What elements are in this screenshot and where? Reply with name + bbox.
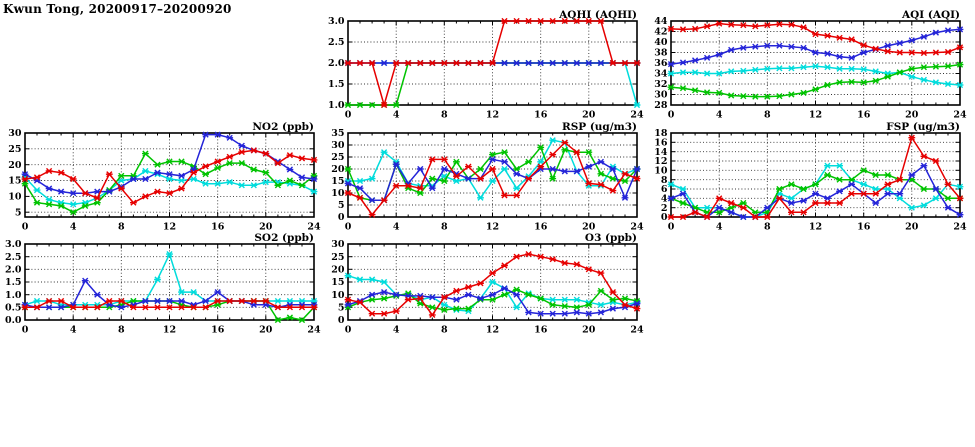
o3-xtick-label: 12 xyxy=(485,324,500,336)
aqhi-plot xyxy=(322,8,653,122)
o3-ytick-label: 10 xyxy=(331,289,345,301)
no2-xtick-label: 16 xyxy=(211,221,225,233)
so2-xtick-label: 8 xyxy=(117,324,125,336)
o3-chart-title: O3 (ppb) xyxy=(584,232,637,244)
so2-ytick-label: 0.0 xyxy=(4,315,22,327)
aqi-xtick-label: 16 xyxy=(857,109,871,121)
rsp-ytick-label: 15 xyxy=(331,176,345,188)
aqhi-xtick-label: 12 xyxy=(485,109,500,121)
aqi-plot xyxy=(645,8,975,122)
o3-xtick-label: 24 xyxy=(630,324,644,336)
o3-ytick-label: 15 xyxy=(331,277,345,289)
o3-ytick-label: 25 xyxy=(331,251,345,263)
rsp-ytick-label: 0 xyxy=(337,212,345,224)
aqhi-ytick-label: 1.5 xyxy=(327,79,345,91)
rsp-xtick-label: 8 xyxy=(440,221,448,233)
aqi-ytick-label: 44 xyxy=(654,16,668,28)
so2-ytick-label: 2.0 xyxy=(4,264,22,276)
rsp-xtick-label: 4 xyxy=(392,221,400,233)
o3-xtick-label: 20 xyxy=(582,324,596,336)
rsp-xtick-label: 20 xyxy=(582,221,596,233)
rsp-xtick-label: 0 xyxy=(344,221,352,233)
no2-xtick-label: 8 xyxy=(117,221,125,233)
aqi-ytick-label: 32 xyxy=(654,79,668,91)
o3-plot xyxy=(322,231,653,337)
aqi-xtick-label: 20 xyxy=(905,109,919,121)
so2-xtick-label: 24 xyxy=(307,324,321,336)
so2-ytick-label: 1.5 xyxy=(4,277,22,289)
fsp-ytick-label: 10 xyxy=(654,165,668,177)
no2-chart-title: NO2 (ppb) xyxy=(252,121,314,133)
o3-xtick-label: 4 xyxy=(392,324,400,336)
aqi-ytick-label: 40 xyxy=(654,37,668,49)
o3-xtick-label: 8 xyxy=(440,324,448,336)
aqhi-chart-title: AQHI (AQHI) xyxy=(559,9,637,21)
fsp-chart-title: FSP (ug/m3) xyxy=(886,121,960,133)
no2-series-red xyxy=(25,150,314,202)
o3-xtick-label: 16 xyxy=(534,324,548,336)
aqhi-ytick-label: 1.0 xyxy=(327,100,345,112)
so2-chart-title: SO2 (ppb) xyxy=(254,232,314,244)
fsp-ytick-label: 18 xyxy=(654,128,668,140)
no2-xtick-label: 12 xyxy=(162,221,177,233)
rsp-plot xyxy=(322,120,653,234)
aqhi-xtick-label: 8 xyxy=(440,109,448,121)
aqi-chart xyxy=(645,8,975,122)
so2-ytick-label: 3.0 xyxy=(4,239,22,251)
fsp-xtick-label: 4 xyxy=(715,221,723,233)
aqhi-xtick-label: 20 xyxy=(582,109,596,121)
no2-xtick-label: 24 xyxy=(307,221,321,233)
rsp-xtick-label: 16 xyxy=(534,221,548,233)
rsp-chart xyxy=(322,120,653,234)
no2-xtick-label: 0 xyxy=(21,221,29,233)
aqhi-ytick-label: 3.0 xyxy=(327,16,345,28)
aqhi-ytick-label: 2.5 xyxy=(327,37,345,49)
aqi-xtick-label: 4 xyxy=(715,109,723,121)
aqi-chart-title: AQI (AQI) xyxy=(901,9,960,21)
no2-ytick-label: 25 xyxy=(8,144,22,155)
o3-ytick-label: 20 xyxy=(331,264,345,276)
so2-ytick-label: 2.5 xyxy=(4,251,22,263)
o3-ytick-label: 0 xyxy=(337,315,345,327)
no2-ytick-label: 10 xyxy=(8,191,22,203)
no2-plot xyxy=(0,120,330,234)
fsp-xtick-label: 16 xyxy=(857,221,871,233)
rsp-xtick-label: 12 xyxy=(485,221,500,233)
rsp-ytick-label: 25 xyxy=(331,152,345,164)
aqhi-xtick-label: 0 xyxy=(344,109,352,121)
so2-xtick-label: 16 xyxy=(211,324,225,336)
fsp-plot xyxy=(645,120,975,234)
rsp-ytick-label: 30 xyxy=(331,140,345,152)
aqi-xtick-label: 12 xyxy=(808,109,823,121)
aqi-xtick-label: 8 xyxy=(763,109,771,121)
aqhi-xtick-label: 16 xyxy=(534,109,548,121)
so2-xtick-label: 12 xyxy=(162,324,177,336)
rsp-ytick-label: 10 xyxy=(331,188,345,200)
so2-xtick-label: 0 xyxy=(21,324,29,336)
aqi-xtick-label: 0 xyxy=(667,109,675,121)
rsp-chart-title: RSP (ug/m3) xyxy=(561,121,637,133)
aqi-ytick-label: 42 xyxy=(654,26,668,38)
aqi-xtick-label: 24 xyxy=(953,109,967,121)
fsp-ytick-label: 6 xyxy=(660,184,668,196)
o3-ytick-label: 30 xyxy=(331,239,345,251)
aqhi-chart xyxy=(322,8,653,122)
fsp-xtick-label: 0 xyxy=(667,221,675,233)
fsp-chart xyxy=(645,120,975,234)
o3-xtick-label: 0 xyxy=(344,324,352,336)
fsp-xtick-label: 24 xyxy=(953,221,967,233)
so2-xtick-label: 20 xyxy=(259,324,273,336)
fsp-ytick-label: 2 xyxy=(660,202,668,214)
aqi-ytick-label: 28 xyxy=(654,100,668,112)
fsp-ytick-label: 8 xyxy=(660,174,668,186)
o3-chart xyxy=(322,231,653,337)
fsp-xtick-label: 8 xyxy=(763,221,771,233)
fsp-ytick-label: 0 xyxy=(660,212,668,224)
o3-ytick-label: 5 xyxy=(337,302,345,314)
no2-ytick-label: 15 xyxy=(8,175,22,187)
fsp-xtick-label: 20 xyxy=(905,221,919,233)
so2-xtick-label: 4 xyxy=(69,324,77,336)
no2-ytick-label: 30 xyxy=(8,128,22,140)
no2-markers-blue xyxy=(22,132,318,196)
no2-xtick-label: 4 xyxy=(69,221,77,233)
no2-ytick-label: 5 xyxy=(14,207,22,219)
fsp-ytick-label: 16 xyxy=(654,137,668,149)
no2-markers-green xyxy=(22,151,318,215)
aqhi-xtick-label: 4 xyxy=(392,109,400,121)
so2-chart xyxy=(0,231,330,337)
aqi-ytick-label: 38 xyxy=(654,47,668,59)
rsp-ytick-label: 20 xyxy=(331,164,345,176)
aqhi-xtick-label: 24 xyxy=(630,109,644,121)
aqhi-ytick-label: 2.0 xyxy=(327,58,345,70)
rsp-ytick-label: 35 xyxy=(331,128,345,140)
so2-ytick-label: 1.0 xyxy=(4,289,22,301)
aqi-ytick-label: 30 xyxy=(654,89,668,101)
no2-chart xyxy=(0,120,330,234)
fsp-ytick-label: 4 xyxy=(660,193,668,205)
fsp-ytick-label: 14 xyxy=(654,146,668,158)
fsp-ytick-label: 12 xyxy=(654,156,668,168)
rsp-xtick-label: 24 xyxy=(630,221,644,233)
no2-xtick-label: 20 xyxy=(259,221,273,233)
so2-ytick-label: 0.5 xyxy=(4,302,22,314)
fsp-xtick-label: 12 xyxy=(808,221,823,233)
page-title: Kwun Tong, 20200917–20200920 xyxy=(3,2,232,16)
aqi-ytick-label: 36 xyxy=(654,58,668,70)
aqi-ytick-label: 34 xyxy=(654,68,668,80)
so2-plot xyxy=(0,231,330,337)
rsp-ytick-label: 5 xyxy=(337,200,345,212)
no2-ytick-label: 20 xyxy=(8,159,22,171)
